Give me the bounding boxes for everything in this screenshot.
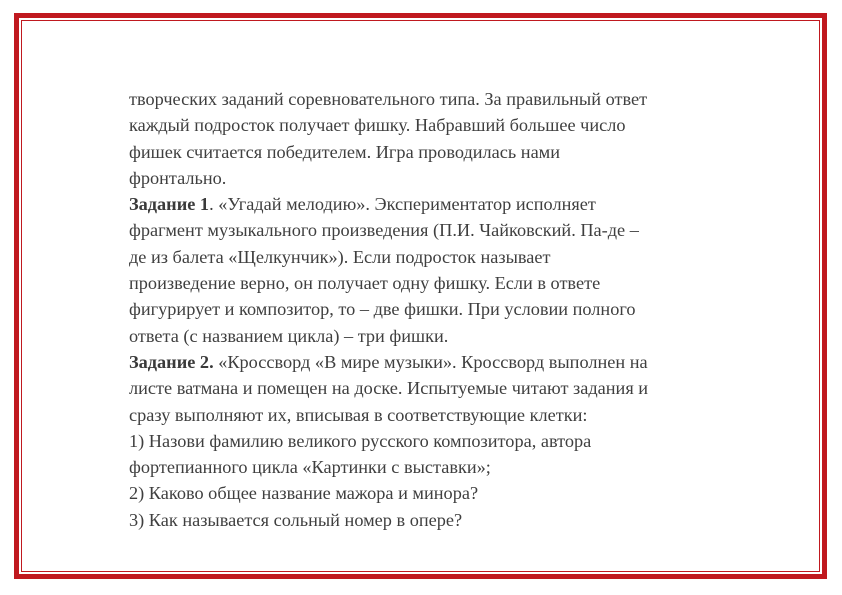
line-text: творческих заданий соревновательного типа. За правильный ответ [129, 89, 648, 109]
line-text: фортепианного цикла «Картинки с выставки»; [129, 457, 491, 478]
list-item [129, 428, 769, 454]
text-line [129, 165, 769, 191]
list-item [129, 507, 769, 533]
text-line [129, 217, 769, 243]
line-text: . «Угадай мелодию». Экспериментатор исполняет [209, 194, 596, 215]
text-line [129, 402, 769, 428]
line-text: 1) Назови фамилию великого русского композитора, автора [129, 430, 592, 451]
text-line [129, 375, 769, 401]
line-text: 2) Каково общее название мажора и минора? [129, 483, 479, 504]
line-text: сразу выполняют их, вписывая в соответствующие клетки: [129, 404, 588, 425]
text-line [129, 244, 769, 270]
document-text [129, 86, 769, 533]
line-text: 3) Как называется сольный номер в опере? [129, 509, 463, 530]
text-line [129, 296, 769, 322]
text-line [129, 191, 769, 217]
text-line [129, 112, 769, 138]
text-line [129, 454, 769, 480]
line-text: листе ватмана и помещен на доске. Испытуемые читают задания и [129, 378, 649, 399]
task-1-heading: Задание 1 [129, 194, 210, 215]
line-text: «Кроссворд «В мире музыки». Кроссворд выполнен на [213, 351, 648, 372]
line-text: фигурирует и композитор, то – две фишки. При условии полного [129, 299, 636, 320]
text-line [129, 86, 769, 112]
line-text: де из балета «Щелкунчик»). Если подросток называет [129, 246, 551, 267]
line-text: фишек считается победителем. Игра проводилась нами [129, 141, 561, 162]
line-text: ответа (с названием цикла) – три фишки. [129, 325, 449, 346]
text-line [129, 270, 769, 296]
task-2-heading: Задание 2. [129, 351, 214, 372]
line-text: фрагмент музыкального произведения (П.И. Чайковский. Па-де – [129, 220, 639, 241]
text-line [129, 323, 769, 349]
list-item [129, 480, 769, 506]
line-text: фронтально. [129, 167, 227, 188]
line-text: произведение верно, он получает одну фишку. Если в ответе [129, 273, 601, 294]
text-line [129, 349, 769, 375]
text-line [129, 139, 769, 165]
line-text: каждый подросток получает фишку. Набравший большее число [129, 115, 626, 136]
